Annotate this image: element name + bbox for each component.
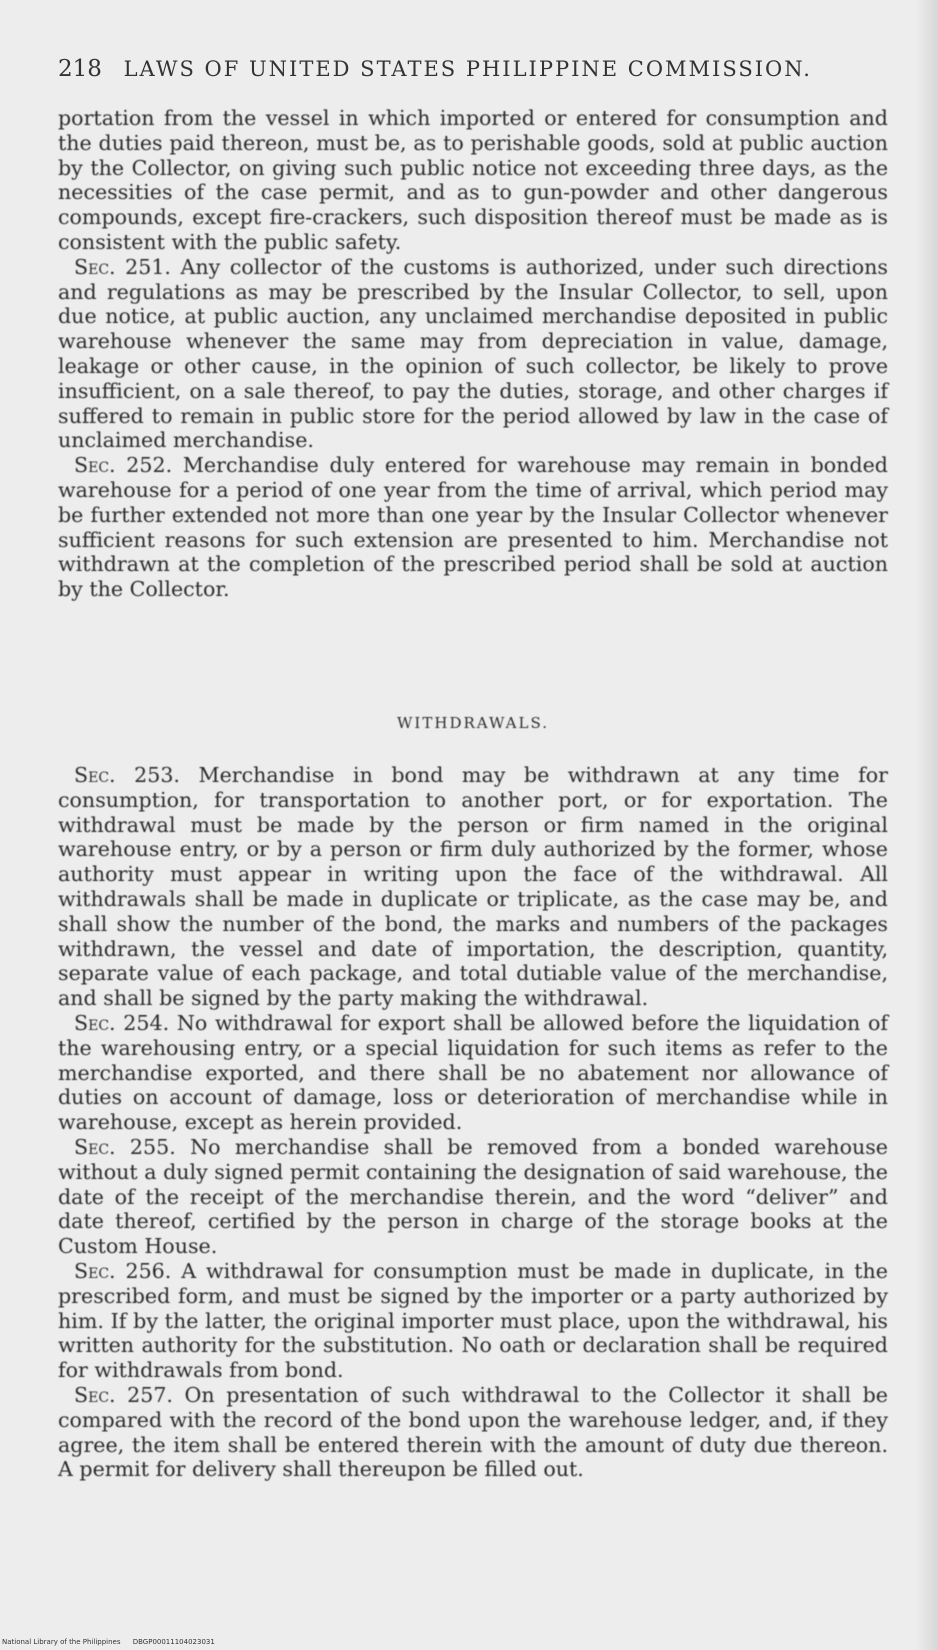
paragraph-text: A withdrawal for consumption must be made in duplicate, in the prescribed form, and must be signed by the importer or a party authorized by him. If by the latter, the original importer must place, upon the withdrawal, his written authority for the substitution. No oath or declaration shall be required for withdrawals from bond. [58,1258,888,1383]
section-255 [58,1135,888,1259]
library-name: National Library of the Philippines [2,1638,121,1646]
running-title: LAWS OF UNITED STATES PHILIPPINE COMMISSION. [123,57,812,81]
section-number: Sec. 254. [74,1010,170,1035]
section-number: Sec. 251. [74,254,171,279]
paragraph-continuation [58,106,888,255]
section-number: Sec. 257. [74,1382,173,1407]
paragraph-text: Merchandise duly entered for warehouse may remain in bonded warehouse for a period of one year from the time of arrival, which period may be further extended not more than one year by the Insular Collector whenever sufficient reasons for such extension are presented to him. Merchandise not withdrawn at the completion of the prescribed period shall be sold at auction by the Collector. [58,453,888,602]
paragraph-text: Any collector of the customs is authorized, under such directions and regulations as may be prescribed by the Insular Collector, to sell, upon due notice, at public auction, any unclaimed merchandise deposited in public warehouse whenever the same may from depreciation in value, damage, leakage or other cause, in the opinion of such collector, be likely to prove insufficient, on a sale thereof, to pay the duties, storage, and other charges if suffered to remain in public store for the period allowed by law in the case of unclaimed merchandise. [58,254,888,453]
scan-identifier: DBGP00011104023031 [132,1638,215,1646]
section-253 [58,763,888,1011]
section-254 [58,1011,888,1135]
text-block-top [58,106,888,602]
section-number: Sec. 253. [74,763,180,787]
page-number: 218 [58,56,102,82]
section-252 [58,453,888,602]
section-heading: WITHDRAWALS. [397,714,549,732]
paragraph-text: Merchandise in bond may be withdrawn at any time for consumption, for transportation to another port, or for exportation. The withdrawal must be made by the person or firm named in the original warehouse entry, or by a person or firm duly authorized by the former, whose authority must appear in writing upon the face of the withdrawal. All withdrawals shall be made in duplicate or triplicate, as the case may be, and shall show the number of the bond, the marks and numbers of the packages withdrawn, the vessel and date of importation, the description, quantity, separate value of each package, and total dutiable value of the merchandise, and shall be signed by the party making the withdrawal. [58,763,888,1011]
section-257 [58,1383,888,1482]
paragraph-text: No withdrawal for export shall be allowed before the liquidation of the warehousing entry, or a special liquidation for such items as refer to the merchandise exported, and there shall be no abatement nor allowance of duties on account of damage, loss or deterioration of merchandise while in warehouse, except as herein provided. [58,1010,888,1135]
text-block-bottom [58,763,888,1482]
section-number: Sec. 255. [74,1134,176,1159]
page-header [58,56,838,88]
scan-footer [2,1638,225,1646]
section-251 [58,255,888,453]
section-number: Sec. 252. [74,453,173,478]
section-number: Sec. 256. [74,1258,172,1283]
paragraph-text: On presentation of such withdrawal to the Collector it shall be compared with the record of the bond upon the warehouse ledger, and, if they agree, the item shall be entered therein with the amount of duty due thereon. A permit for delivery shall thereupon be filled out. [58,1382,888,1482]
page-edge-shadow [916,0,938,1650]
section-256 [58,1259,888,1383]
paragraph-text: portation from the vessel in which imported or entered for consumption and the duties paid thereon, must be, as to perishable goods, sold at public auction by the Collector, on giving such public notice not exceeding three days, as the necessities of the case permit, and as to gun-powder and other dangerous compounds, except fire-crackers, such disposition thereof must be made as is consistent with the public safety. [58,106,888,254]
paragraph-text: No merchandise shall be removed from a bonded warehouse without a duly signed permit containing the designation of said warehouse, the date of the receipt of the merchandise therein, and the word “deliver” and date thereof, certified by the person in charge of the storage books at the Custom House. [58,1134,888,1259]
